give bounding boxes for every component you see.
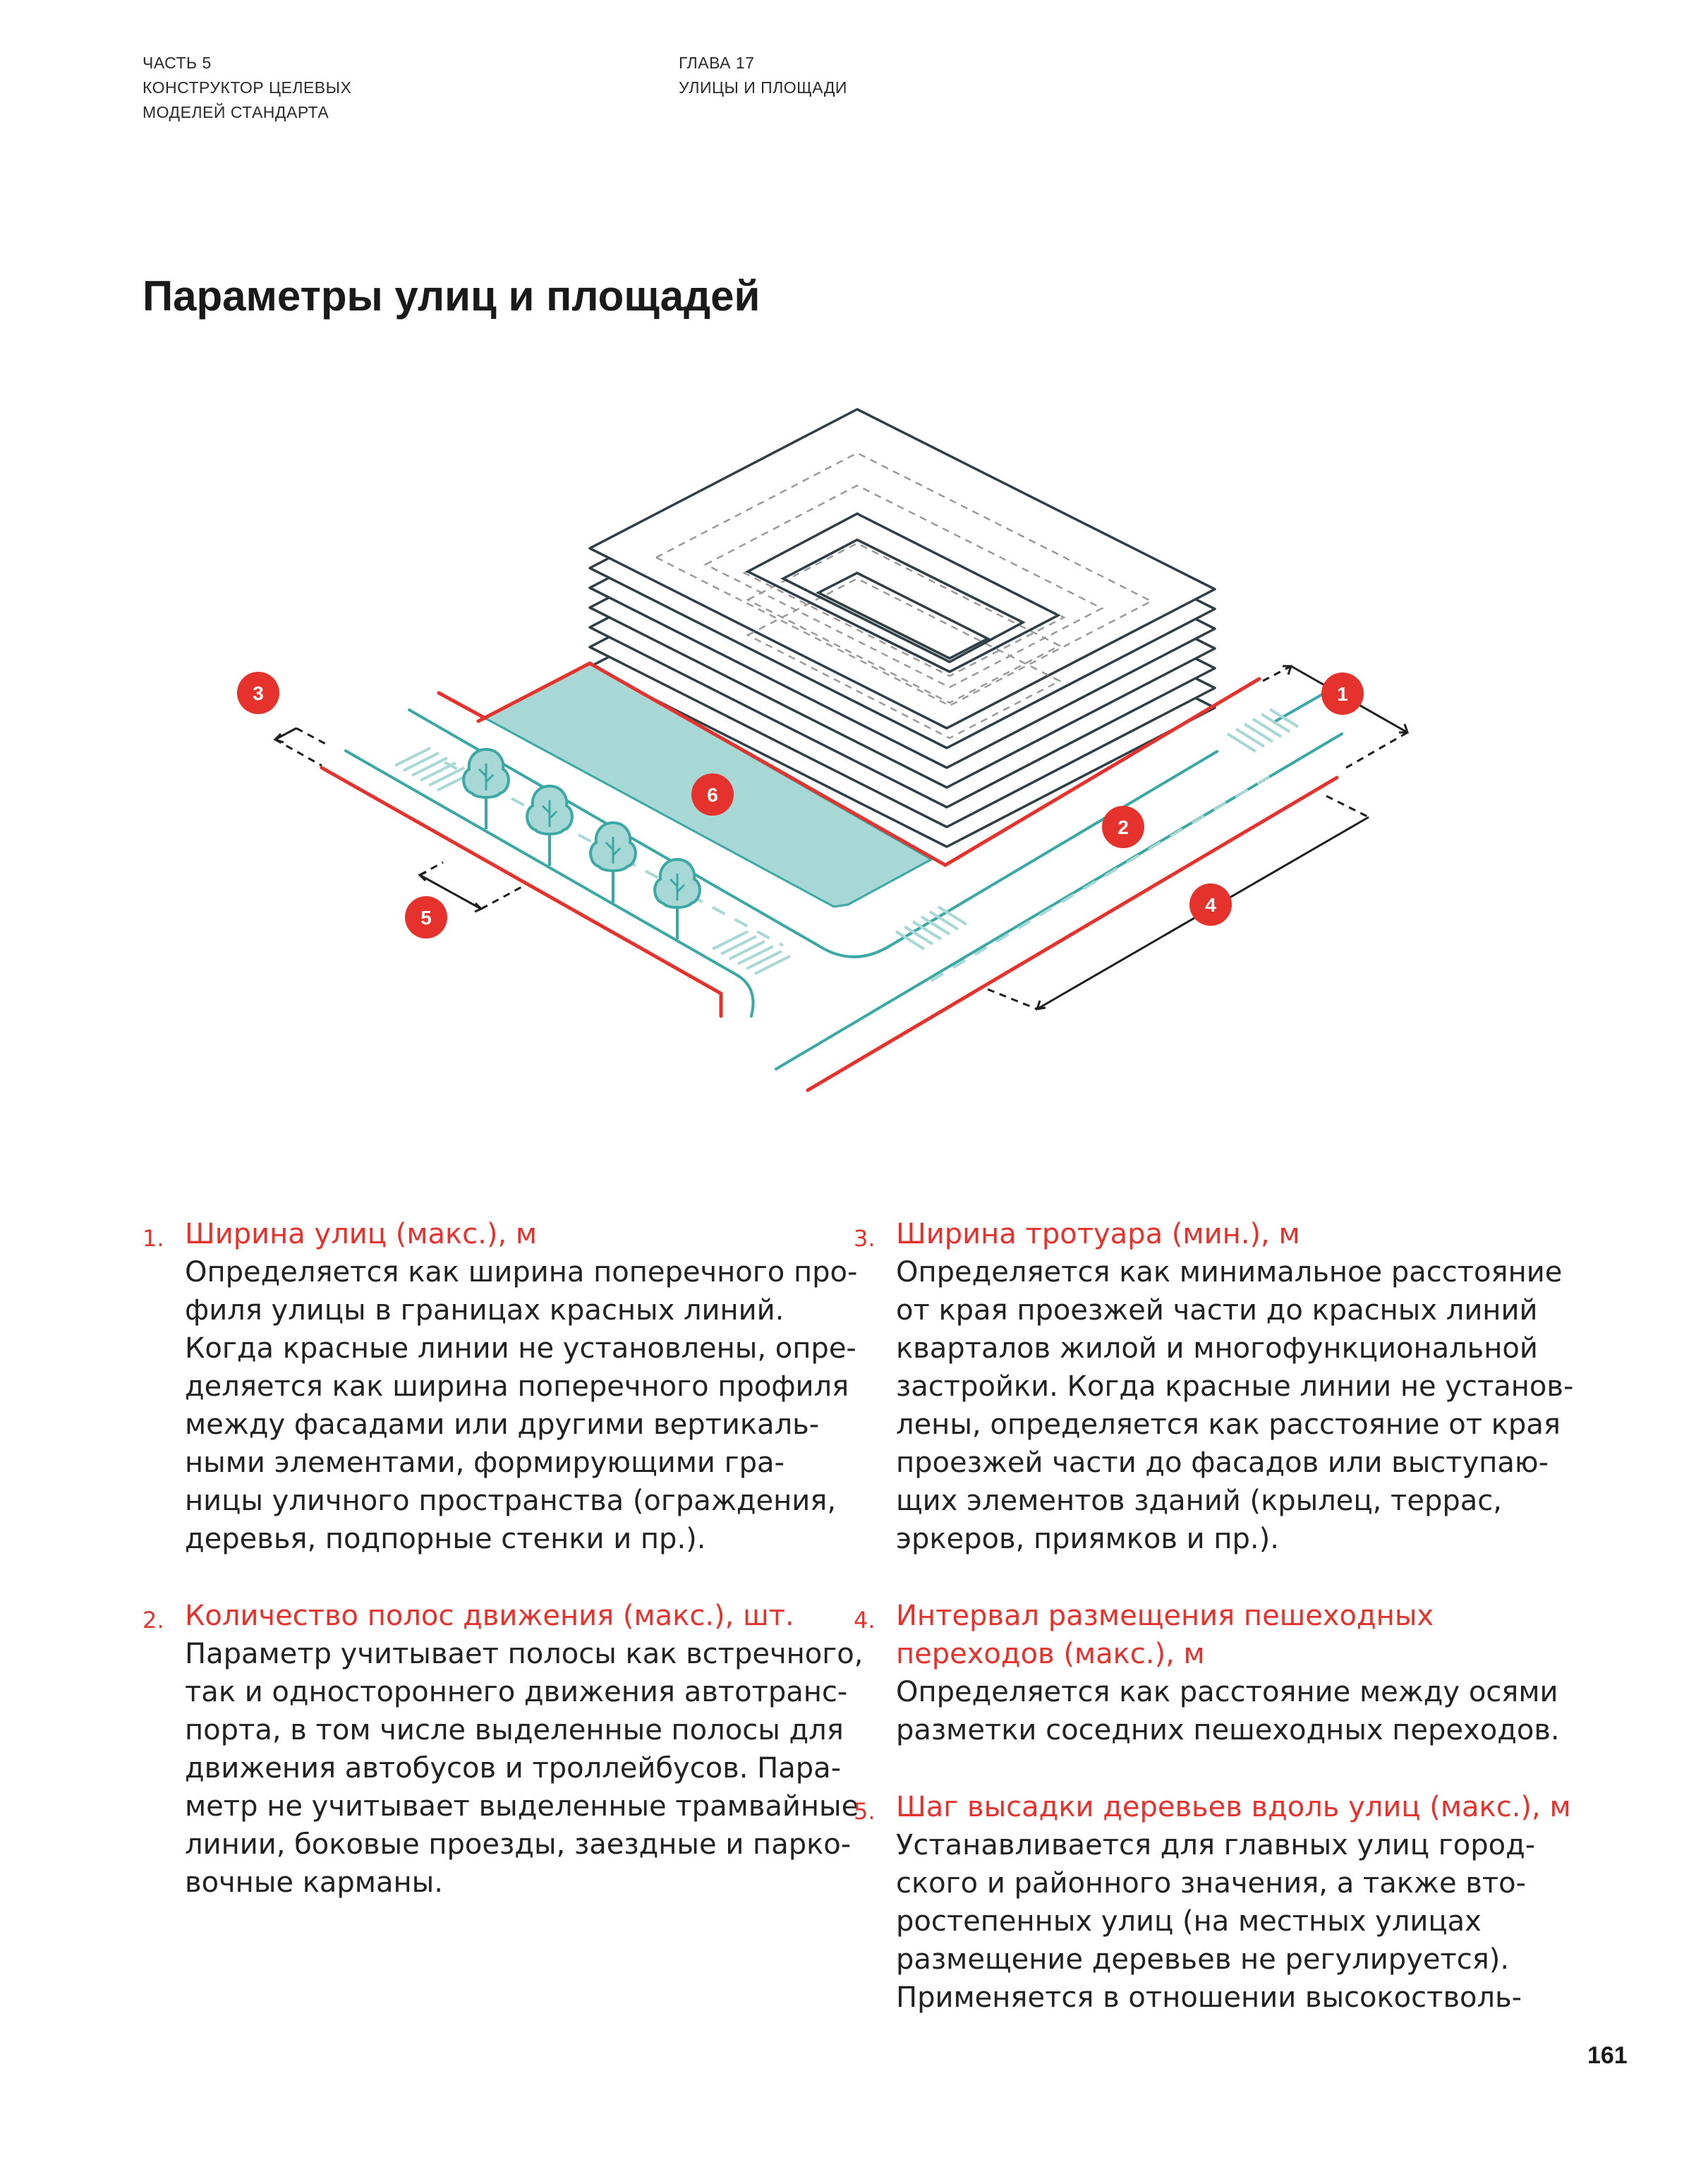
item-heading (896, 1597, 1531, 1673)
running-head-line: ГЛАВА 17 (679, 54, 755, 72)
parameter-item (854, 1215, 1574, 1558)
text-line: вочные карманы. (185, 1866, 443, 1899)
text-line: Когда красные линии не установлены, опре- (185, 1332, 856, 1365)
text-line: Устанавливается для главных улиц город- (896, 1829, 1536, 1861)
text-line: ского и районного значения, а также вто- (896, 1867, 1527, 1900)
running-head-line: МОДЕЛЕЙ СТАНДАРТА (143, 103, 329, 121)
text-line: щих элементов зданий (крылец, террас, (896, 1485, 1502, 1517)
marker-3 (237, 672, 279, 714)
marker-2-label: 2 (1118, 816, 1129, 838)
item-description (896, 1673, 1560, 1749)
item-number: 5. (854, 1798, 876, 1825)
heading-line: переходов (макс.), м (896, 1638, 1205, 1670)
text-line: проезжей части до фасадов или выступаю- (896, 1447, 1549, 1479)
parameter-item (143, 1597, 864, 1902)
heading-line: Ширина тротуара (мин.), м (896, 1218, 1300, 1250)
running-head-part (143, 51, 351, 125)
text-line: Применяется в отношении высокостволь- (896, 1981, 1522, 2014)
text-line: движения автобусов и троллейбусов. Пара- (185, 1752, 842, 1785)
item-description (896, 1826, 1536, 2017)
marker-1-label: 1 (1337, 683, 1348, 705)
text-line: разметки соседних пешеходных переходов. (896, 1714, 1560, 1746)
running-head-chapter (679, 51, 847, 100)
text-line: ростепенных улиц (на местных улицах (896, 1905, 1482, 1938)
running-head-line: КОНСТРУКТОР ЦЕЛЕВЫХ (143, 78, 352, 97)
text-line: порта, в том числе выделенные полосы для (185, 1714, 844, 1746)
marker-5 (405, 896, 447, 938)
text-line: так и одностороннего движения автотранс- (185, 1676, 848, 1708)
heading-line: Интервал размещения пешеходных (896, 1600, 1434, 1632)
marker-3-label: 3 (253, 682, 264, 704)
marker-4 (1189, 883, 1232, 926)
parameters-column-left (143, 1215, 864, 1940)
marker-4-label: 4 (1205, 894, 1216, 916)
parameters-column-right (854, 1215, 1574, 2056)
parameter-item (143, 1215, 858, 1558)
text-line: лены, определяется как расстояние от края (896, 1408, 1561, 1441)
text-line: размещение деревьев не регулируется). (896, 1943, 1510, 1976)
heading-line: Количество полос движения (макс.), шт. (185, 1600, 794, 1632)
text-line: ницы уличного пространства (ограждения, (185, 1485, 837, 1517)
text-line: Параметр учитывает полосы как встречного, (185, 1638, 864, 1670)
heading-line: Ширина улиц (макс.), м (185, 1218, 538, 1250)
text-line: застройки. Когда красные линии не установ- (896, 1370, 1574, 1403)
text-line: Определяется как минимальное расстояние (896, 1256, 1563, 1288)
marker-6 (691, 773, 734, 816)
page-number: 161 (1587, 2042, 1628, 2069)
running-head-line: УЛИЦЫ И ПЛОЩАДИ (679, 78, 847, 97)
text-line: метр не учитывает выделенные трамвайные (185, 1790, 859, 1823)
marker-1 (1321, 672, 1364, 715)
item-number: 3. (854, 1225, 876, 1252)
text-line: деревья, подпорные стенки и пр.). (185, 1523, 706, 1555)
text-line: деляется как ширина поперечного профиля (185, 1370, 849, 1403)
heading-line: Шаг высадки деревьев вдоль улиц (макс.), м (896, 1791, 1571, 1823)
text-line: ными элементами, формирующими гра- (185, 1447, 785, 1479)
item-number: 1. (143, 1225, 164, 1252)
parameter-item (854, 1597, 1560, 1749)
text-line: Определяется как ширина поперечного про- (185, 1256, 858, 1288)
text-line: филя улицы в границах красных линий. (185, 1294, 785, 1327)
item-heading (896, 1788, 1571, 1826)
item-description (185, 1253, 858, 1558)
running-head-line: ЧАСТЬ 5 (143, 54, 212, 72)
item-number: 4. (854, 1607, 876, 1634)
item-description (185, 1635, 864, 1902)
item-heading (185, 1597, 820, 1635)
marker-6-label: 6 (707, 784, 718, 806)
page-title: Параметры улиц и площадей (143, 272, 761, 320)
text-line: от края проезжей части до красных линий (896, 1294, 1538, 1327)
text-line: Определяется как расстояние между осями (896, 1676, 1558, 1708)
text-line: линии, боковые проезды, заездные и парко- (185, 1828, 852, 1861)
parameter-item (854, 1788, 1571, 2017)
item-description (896, 1253, 1574, 1558)
text-line: эркеров, приямков и пр.). (896, 1523, 1279, 1555)
item-heading (185, 1215, 820, 1253)
marker-2 (1102, 806, 1144, 848)
text-line: между фасадами или другими вертикаль- (185, 1408, 820, 1441)
street-parameters-diagram (0, 395, 1708, 1171)
marker-5-label: 5 (420, 907, 432, 929)
item-heading (896, 1215, 1531, 1253)
text-line: кварталов жилой и многофункциональной (896, 1332, 1538, 1365)
item-number: 2. (143, 1607, 164, 1634)
